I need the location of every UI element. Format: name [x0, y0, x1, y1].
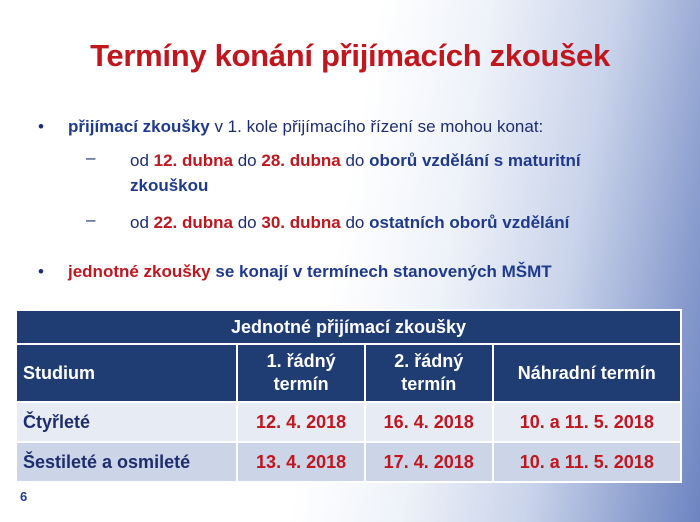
table-caption-row	[16, 310, 681, 344]
cell-term-2: 17. 4. 2018	[365, 442, 493, 482]
bullet-rest: v 1. kole přijímacího řízení se mohou konat:	[209, 117, 544, 136]
cell-term-1: 13. 4. 2018	[237, 442, 365, 482]
table-header-row	[16, 344, 681, 402]
bullet-text	[68, 117, 543, 137]
date-from: 22. dubna	[153, 213, 233, 232]
text-fragment: do	[233, 213, 262, 232]
date-from: 12. dubna	[153, 151, 233, 170]
dash-marker: –	[86, 210, 96, 229]
text-fragment: do	[340, 213, 370, 232]
dash-marker: –	[86, 148, 96, 167]
bullet-marker: •	[38, 117, 44, 136]
header-line: termín	[273, 374, 329, 394]
exam-dates-table	[15, 309, 682, 483]
date-to: 30. dubna	[261, 213, 341, 232]
sub-item-text	[130, 148, 650, 198]
bullet-marker: •	[38, 262, 44, 281]
header-replacement-term: Náhradní termín	[493, 344, 681, 402]
cell-term-2: 16. 4. 2018	[365, 402, 493, 442]
text-fragment: do	[233, 151, 262, 170]
text-fragment: od	[130, 213, 154, 232]
cell-replacement-term: 10. a 11. 5. 2018	[493, 442, 681, 482]
table-caption: Jednotné přijímací zkoušky	[16, 310, 681, 344]
cell-studium: Šestileté a osmileté	[16, 442, 237, 482]
header-term-1	[237, 344, 365, 402]
page-title: Termíny konání přijímacích zkoušek	[90, 38, 610, 73]
header-line: 1. řádný	[266, 351, 336, 371]
table-row	[16, 402, 681, 442]
cell-studium: Čtyřleté	[16, 402, 237, 442]
target-fields: oborů vzdělání s maturitní zkouškou	[130, 151, 581, 195]
bullet-rest: se konají v termínech stanovených MŠMT	[210, 262, 552, 281]
table-row	[16, 442, 681, 482]
header-term-2	[365, 344, 493, 402]
bullet-strong: jednotné zkoušky	[68, 262, 211, 281]
header-studium: Studium	[16, 344, 237, 402]
bullet-strong: přijímací zkoušky	[68, 117, 210, 136]
cell-term-1: 12. 4. 2018	[237, 402, 365, 442]
bullet-text	[68, 262, 552, 282]
text-fragment: do	[340, 151, 370, 170]
header-line: termín	[401, 374, 457, 394]
target-fields: ostatních oborů vzdělání	[369, 213, 570, 232]
cell-replacement-term: 10. a 11. 5. 2018	[493, 402, 681, 442]
text-fragment: od	[130, 151, 154, 170]
header-line: 2. řádný	[394, 351, 464, 371]
date-to: 28. dubna	[261, 151, 341, 170]
sub-item-text	[130, 210, 650, 235]
page-number: 6	[20, 489, 28, 504]
